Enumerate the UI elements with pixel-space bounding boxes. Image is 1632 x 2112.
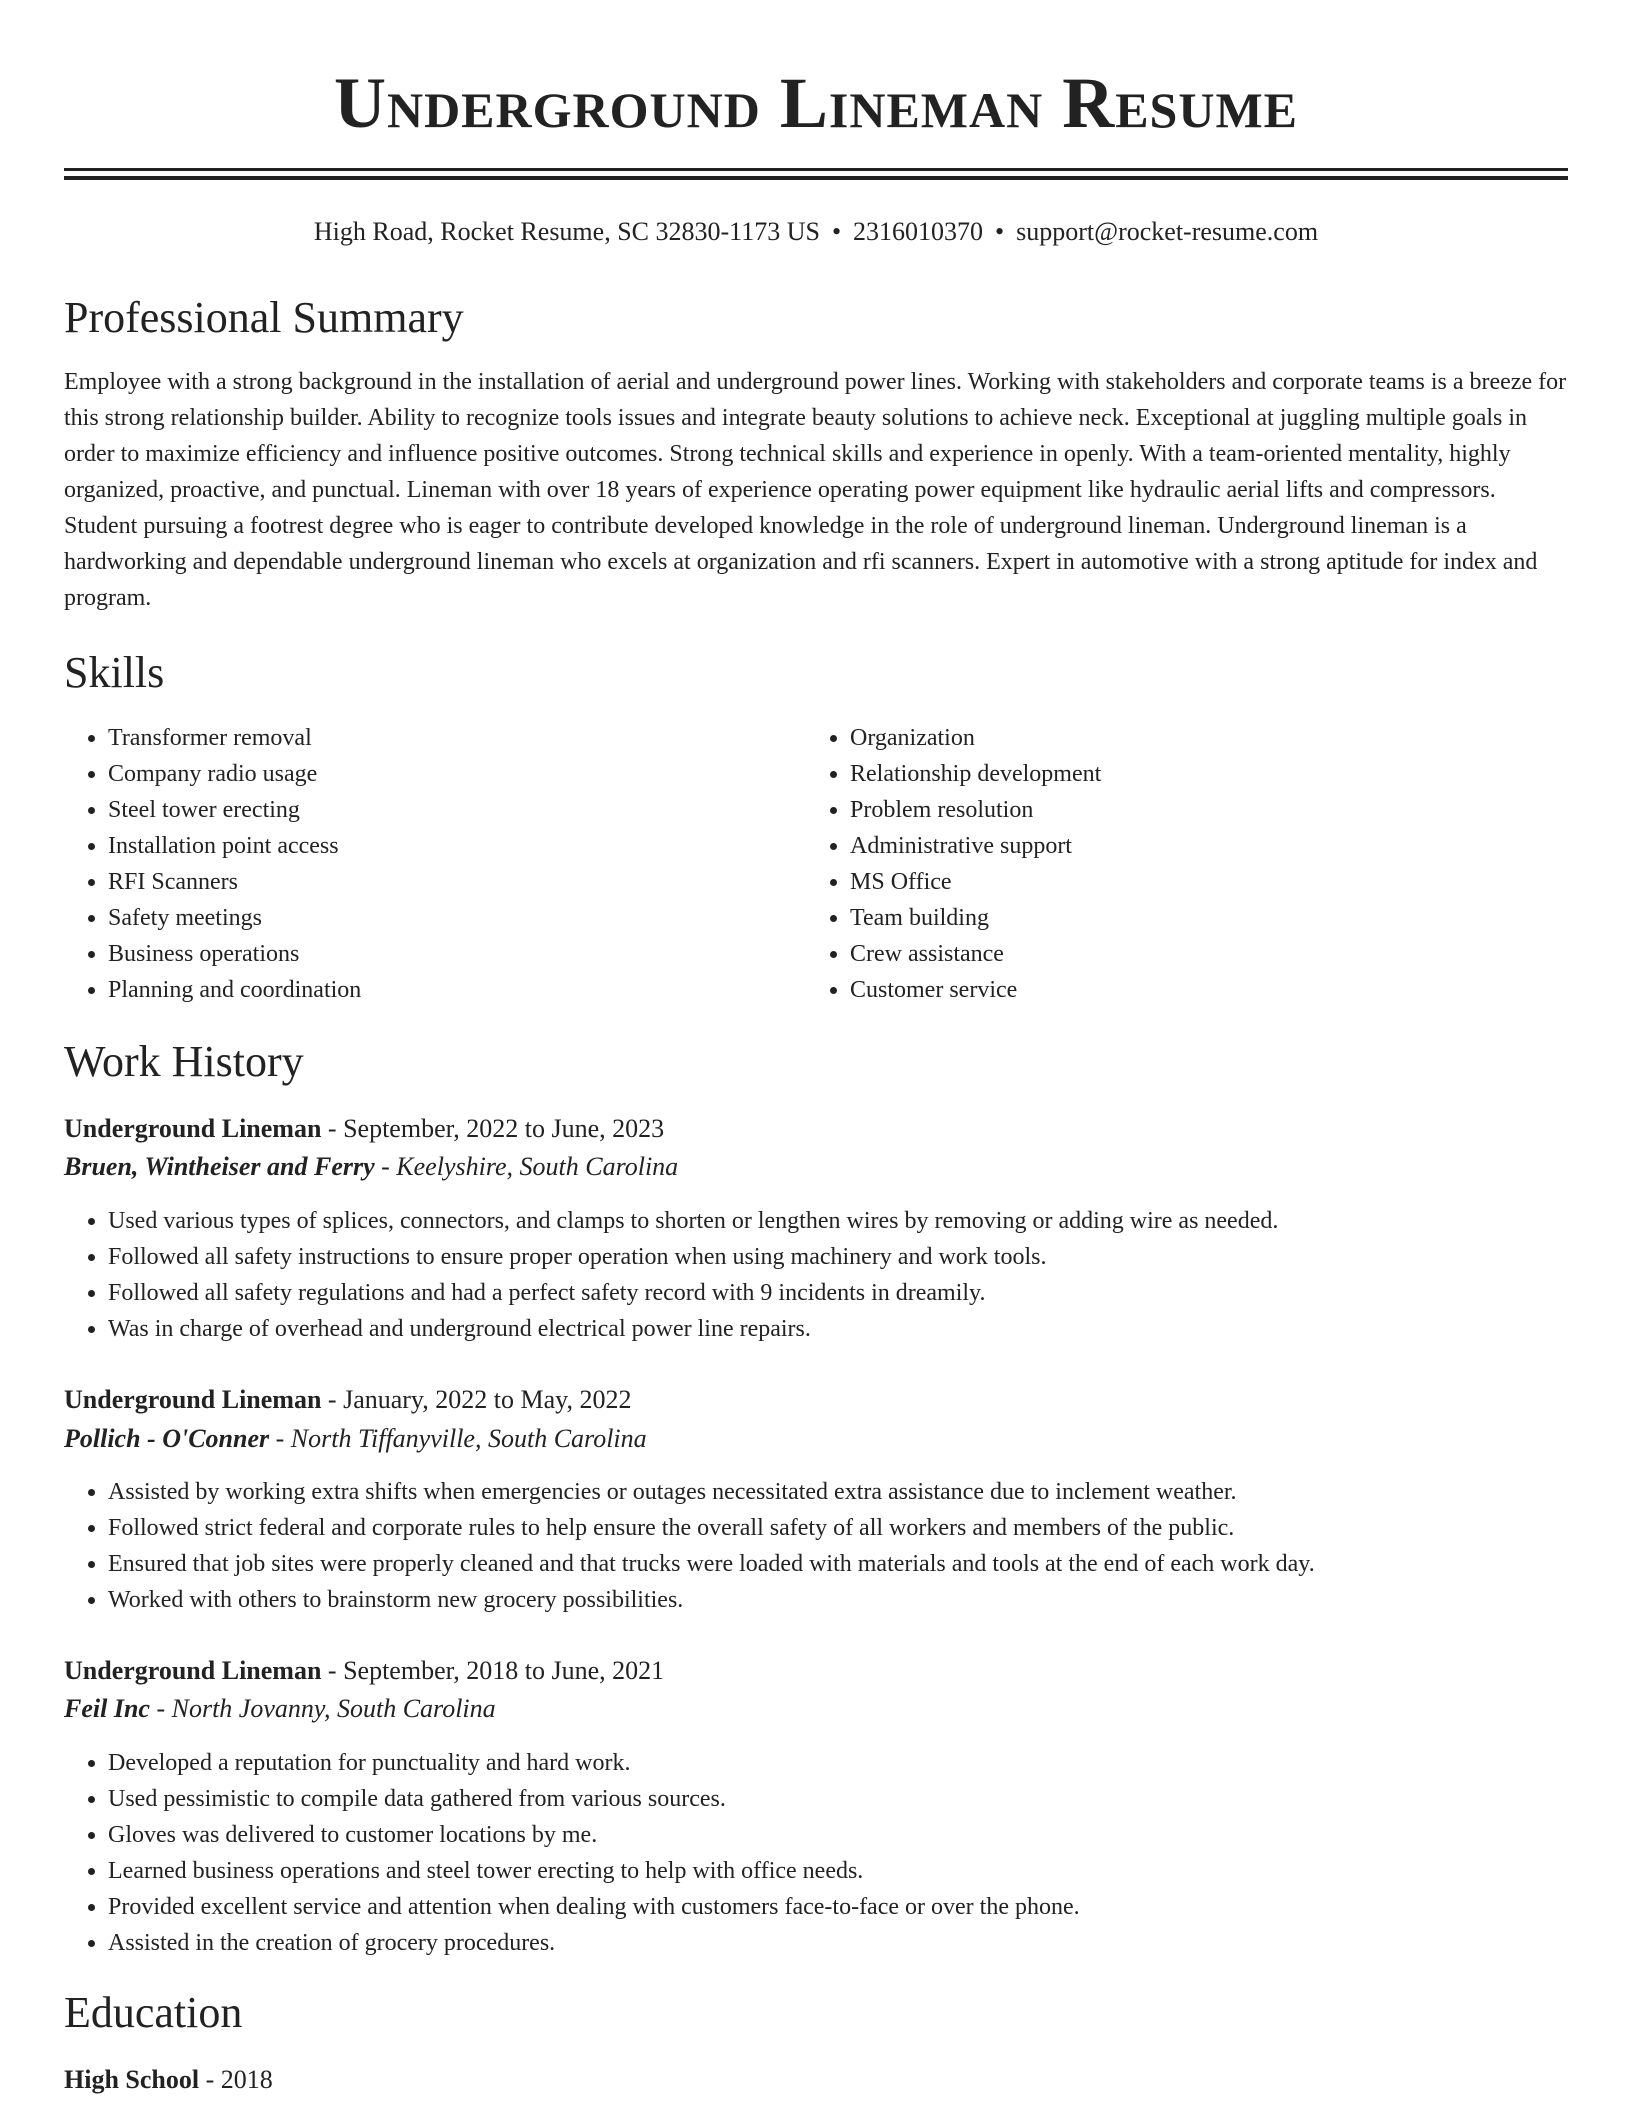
job-bullet: • Gloves was delivered to customer locations by me. bbox=[108, 1817, 1612, 1853]
job-company: Pollich - O'Conner bbox=[64, 1424, 270, 1453]
job-bullet: • Used various types of splices, connectors, and clamps to shorten or lengthen wires by removing or adding wire as needed. bbox=[108, 1203, 1612, 1239]
skill-item: • Business operations bbox=[108, 936, 808, 972]
job-header bbox=[64, 1382, 631, 1418]
job-location: - North Tiffanyville, South Carolina bbox=[269, 1424, 647, 1453]
skill-item: • Installation point access bbox=[108, 828, 808, 864]
contact-line bbox=[64, 214, 1568, 250]
job-bullet: • Followed all safety instructions to ensure proper operation when using machinery and work tools. bbox=[108, 1239, 1612, 1275]
contact-separator: • bbox=[995, 217, 1005, 246]
education-degree: High School bbox=[64, 2065, 200, 2094]
job-bullet: • Developed a reputation for punctuality and hard work. bbox=[108, 1745, 1612, 1781]
skill-item: • Safety meetings bbox=[108, 900, 808, 936]
contact-address: High Road, Rocket Resume, SC 32830-1173 US bbox=[313, 217, 820, 246]
contact-phone: 2316010370 bbox=[853, 217, 984, 246]
job-bullets bbox=[64, 1203, 1612, 1347]
job-bullets bbox=[64, 1745, 1612, 1961]
job-bullet: • Ensured that job sites were properly cleaned and that trucks were loaded with materials and tools at the end of each work day. bbox=[108, 1546, 1612, 1582]
job-bullet: • Assisted by working extra shifts when emergencies or outages necessitated extra assistance due to inclement weather. bbox=[108, 1474, 1612, 1510]
education-heading: Education bbox=[64, 1988, 243, 2037]
job-bullet: • Used pessimistic to compile data gathered from various sources. bbox=[108, 1781, 1612, 1817]
job-bullet: • Followed all safety regulations and had a perfect safety record with 9 incidents in dreamily. bbox=[108, 1275, 1612, 1311]
skill-item: • Planning and coordination bbox=[108, 972, 808, 1008]
job-company: Feil Inc bbox=[64, 1694, 150, 1723]
skill-item: • RFI Scanners bbox=[108, 864, 808, 900]
job-dates: - September, 2022 to June, 2023 bbox=[321, 1114, 665, 1143]
skill-item: • Customer service bbox=[850, 972, 1550, 1008]
contact-separator: • bbox=[831, 217, 842, 246]
skill-item: • Problem resolution bbox=[850, 792, 1550, 828]
skill-item: • Company radio usage bbox=[108, 756, 808, 792]
job-dates: - September, 2018 to June, 2021 bbox=[321, 1656, 665, 1685]
job-bullet: • Was in charge of overhead and underground electrical power line repairs. bbox=[108, 1311, 1612, 1347]
job-bullets bbox=[64, 1474, 1612, 1618]
job-title: Underground Lineman bbox=[64, 1114, 322, 1143]
job-employer bbox=[64, 1421, 647, 1457]
job-title: Underground Lineman bbox=[64, 1656, 322, 1685]
skill-item: • Transformer removal bbox=[108, 720, 808, 756]
summary-heading: Professional Summary bbox=[64, 293, 464, 342]
job-employer bbox=[64, 1691, 496, 1727]
skill-item: • Organization bbox=[850, 720, 1550, 756]
job-location: - North Jovanny, South Carolina bbox=[149, 1694, 496, 1723]
work-history-heading: Work History bbox=[64, 1037, 304, 1086]
skill-item: • Team building bbox=[850, 900, 1550, 936]
job-bullet: • Worked with others to brainstorm new grocery possibilities. bbox=[108, 1582, 1612, 1618]
skill-item: • Crew assistance bbox=[850, 936, 1550, 972]
job-employer bbox=[64, 1149, 678, 1185]
skill-item: • MS Office bbox=[850, 864, 1550, 900]
job-bullet: • Learned business operations and steel tower erecting to help with office needs. bbox=[108, 1853, 1612, 1889]
summary-text: Employee with a strong background in the installation of aerial and underground power lines. Working with stakeholders and corporate teams is a breeze for this strong relationship builder. Ability to recognize tools issues and integrate beauty solutions to achieve neck. Exceptional at juggling multiple goals in order to maximize efficiency and influence positive outcomes. Strong technical skills and experience in openly. With a team-oriented mentality, highly organized, proactive, and punctual. Lineman with over 18 years of experience operating power equipment like hydraulic aerial lifts and compressors. Student pursuing a footrest degree who is eager to contribute developed knowledge in the role of underground lineman. Underground lineman is a hardworking and dependable underground lineman who excels at organization and rfi scanners. Expert in automotive with a strong aptitude for index and program. bbox=[64, 369, 1567, 611]
skills-list-left bbox=[64, 720, 808, 1008]
job-header bbox=[64, 1111, 664, 1147]
job-bullet: • Provided excellent service and attention when dealing with customers face-to-face or over the phone. bbox=[108, 1889, 1612, 1925]
job-bullet: • Assisted in the creation of grocery procedures. bbox=[108, 1925, 1612, 1961]
skill-item: • Administrative support bbox=[850, 828, 1550, 864]
skills-heading: Skills bbox=[64, 648, 165, 697]
education-entry bbox=[64, 2062, 273, 2098]
title-rule-bottom bbox=[64, 176, 1568, 180]
education-year: - 2018 bbox=[199, 2065, 273, 2094]
job-bullet: • Followed strict federal and corporate rules to help ensure the overall safety of all workers and members of the public. bbox=[108, 1510, 1612, 1546]
job-company: Bruen, Wintheiser and Ferry bbox=[64, 1152, 375, 1181]
contact-email[interactable]: support@rocket-resume.com bbox=[1016, 217, 1319, 246]
skill-item: • Steel tower erecting bbox=[108, 792, 808, 828]
title-rule-top bbox=[64, 168, 1568, 171]
job-dates: - January, 2022 to May, 2022 bbox=[321, 1385, 632, 1414]
resume-title: Underground Lineman Resume bbox=[333, 63, 1299, 143]
job-location: - Keelyshire, South Carolina bbox=[374, 1152, 679, 1181]
job-header bbox=[64, 1653, 664, 1689]
job-title: Underground Lineman bbox=[64, 1385, 322, 1414]
skills-list-right bbox=[806, 720, 1550, 1008]
skill-item: • Relationship development bbox=[850, 756, 1550, 792]
